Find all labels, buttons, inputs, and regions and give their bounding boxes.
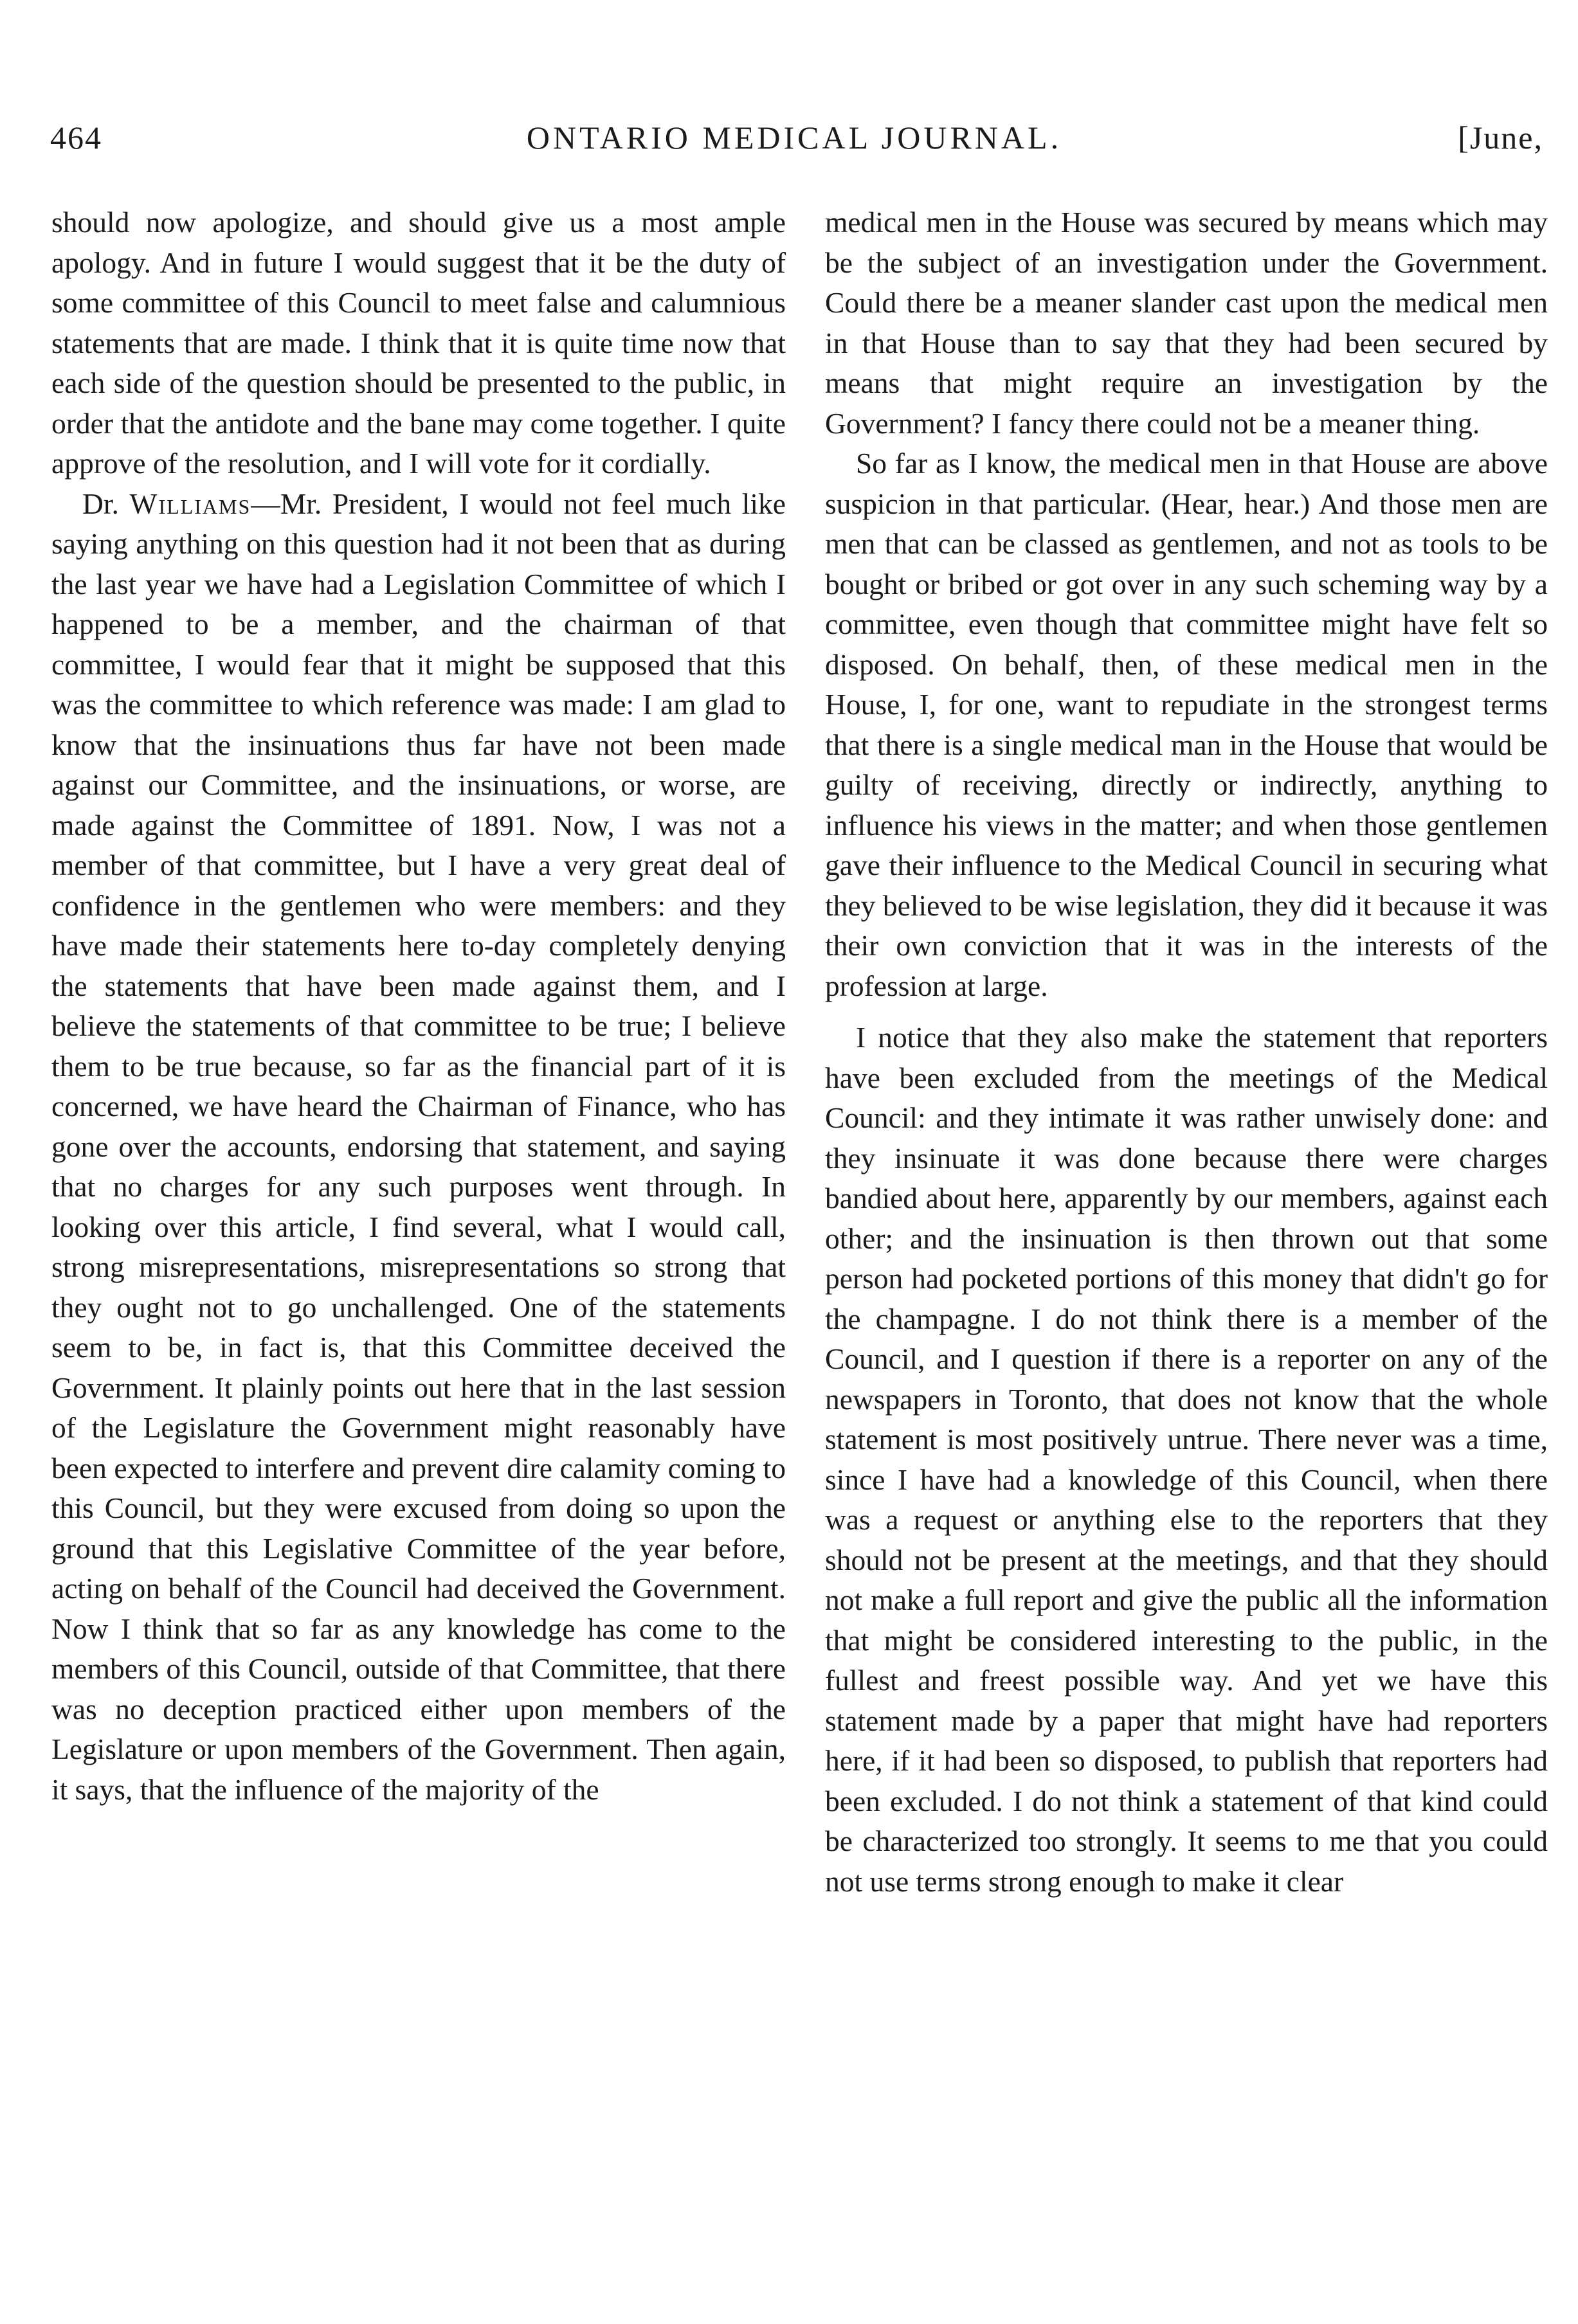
right-paragraph-reporters: I notice that they also make the statement that reporters have been excluded from the meetings of the Medical Council: and they intimate it was rather unwisely done: and they insinuate it was done because there were charges bandied about here, apparently by our members, against each other; and the insinuation is then thrown out that some person had pocketed portions of this money that didn't go for the champagne. I do not think there is a member of the Council, and I question if there is a reporter on any of the newspapers in Toronto, that does not know that the whole statement is most positively untrue. There never was a time, since I have had a knowledge of this Council, when there was a request or anything else to the reporters that they should not be present at the meetings, and that they should not make a full report and give the public all the information that might be considered interesting to the public, in the fullest and freest possible way. And yet we have this statement made by a paper that might have had reporters here, if it had been so disposed, to publish that reporters had been excluded. I do not think a statement of that kind could be characterized too strongly. It seems to me that you could not use terms strong enough to make it clear bbox=[825, 1021, 1548, 1898]
left-paragraph-continuation: should now apologize, and should give us a most ample apology. And in future I would suggest that it be the duty of some committee of this Council to meet false and calumnious statements that are made. I think that it is quite time now that each side of the question should be presented to the public, in order that the antidote and the bane may come together. I quite approve of the resolution, and I will vote for it cordially. bbox=[51, 206, 786, 480]
right-paragraph-house-members: So far as I know, the medical men in that House are above suspicion in that particular. (Hear, hear.) And those men are men that can be classed as gentlemen, and not as tools to be bought or bribed or got over in any such scheming way by a committee, even though that committee might have felt so disposed. On behalf, then, of these medical men in the House, I, for one, want to repudiate in the strongest terms that there is a single medical man in the House that would be guilty of receiving, directly or indirectly, anything to influence his views in the matter; and when those gentlemen gave their influence to the Medical Council in securing what they believed to be wise legislation, they did it because it was their own conviction that it was in the interests of the profession at large. bbox=[825, 447, 1548, 1002]
right-column bbox=[825, 203, 1548, 1902]
journal-title: ONTARIO MEDICAL JOURNAL. bbox=[526, 120, 1062, 156]
williams-speech-paragraph bbox=[51, 484, 786, 1810]
running-head bbox=[45, 119, 1543, 177]
page-number: 464 bbox=[50, 120, 102, 156]
issue-month: [June, bbox=[1458, 120, 1543, 156]
speech-body: —Mr. President, I would not feel much like saying anything on this question had it not been that as during the last year we have had a Legislation Committee of which I happened to be a member, and the chairman of that committee, I would fear that it might be supposed that this was the committee to which reference was made: I am glad to know that the insinuations thus far have not been made against our Committee, and the insinuations, or worse, are made against the Committee of 1891. Now, I was not a member of that committee, but I have a very great deal of confidence in the gentlemen who were members: and they have made their statements here to-day completely denying the statements that have been made against them, and I believe the statements of that committee to be true; I believe them to be true because, so far as the financial part of it is concerned, we have heard the Chairman of Finance, who has gone over the accounts, endorsing that statement, and saying that no charges for any such purposes went through. In looking over this article, I find several, what I would call, strong misrepresentations, misrepresentations so strong that they ought not to go unchallenged. One of the statements seem to be, in fact is, that this Committee deceived the Government. It plainly points out here that in the last session of the Legislature the Government might reasonably have been expected to interfere and prevent dire calamity coming to this Council, but they were excused from doing so upon the ground that this Legislative Committee of the year before, acting on behalf of the Council had deceived the Government. Now I think that so far as any knowledge has come to the members of this Council, outside of that Committee, that there was no deception practiced either upon members of the Legislature or upon members of the Government. Then again, it says, that the influence of the majority of the bbox=[51, 487, 786, 1806]
paragraph-spacing bbox=[825, 1006, 1548, 1018]
speaker-title: Dr. bbox=[82, 487, 119, 520]
left-column bbox=[51, 203, 786, 1810]
right-paragraph-continuation: medical men in the House was secured by means which may be the subject of an investigation under the Government. Could there be a meaner slander cast upon the medical men in that House than to say that they had been secured by means that might require an investigation by the Government? I fancy there could not be a meaner thing. bbox=[825, 206, 1548, 440]
speaker-name: Williams bbox=[129, 487, 251, 520]
